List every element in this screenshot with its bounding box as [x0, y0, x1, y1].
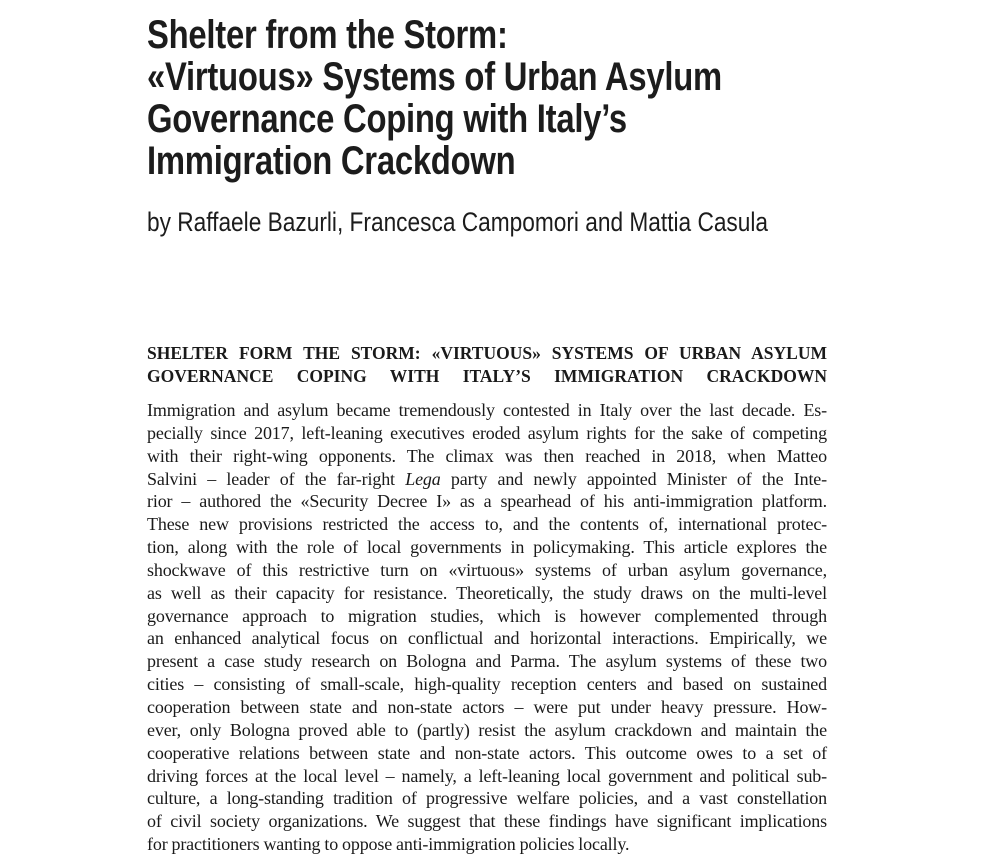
article-title	[147, 13, 722, 183]
title-line: Immigration Crackdown	[147, 139, 516, 183]
abstract-heading-line: GOVERNANCE COPING WITH ITALY’S IMMIGRATION CRACKDOWN	[147, 366, 827, 386]
abstract-line: an enhanced analytical focus on conflictual and horizontal interactions. Empirically, we	[147, 628, 827, 649]
abstract-line-text: party and newly appointed Minister of the Inte-	[440, 468, 827, 489]
abstract-line: pecially since 2017, left-leaning executives eroded asylum rights for the sake of competing	[147, 422, 827, 443]
abstract-line: with their right-wing opponents. The climax was then reached in 2018, when Matteo	[147, 445, 827, 466]
abstract-line: driving forces at the local level – namely, a left-leaning local government and political sub-	[147, 765, 827, 786]
abstract-line: as well as their capacity for resistance. Theoretically, the study draws on the multi-level	[147, 582, 827, 603]
abstract-line: rior – authored the «Security Decree I» as a spearhead of his anti-immigration platform.	[147, 491, 827, 512]
abstract-heading-line: SHELTER FORM THE STORM: «VIRTUOUS» SYSTEMS OF URBAN ASYLUM	[147, 343, 827, 363]
title-line: Shelter from the Storm:	[147, 13, 508, 57]
abstract-body	[147, 399, 827, 856]
party-name-lega: Lega	[405, 468, 441, 489]
abstract-line: Immigration and asylum became tremendously contested in Italy over the last decade. Es-	[147, 400, 827, 420]
abstract-line: cooperative relations between state and non-state actors. This outcome owes to a set of	[147, 742, 827, 763]
abstract-line	[147, 468, 827, 491]
abstract-line: shockwave of this restrictive turn on «virtuous» systems of urban asylum governance,	[147, 559, 827, 580]
abstract-line: ever, only Bologna proved able to (partly) resist the asylum crackdown and maintain the	[147, 719, 827, 740]
abstract-line: for practitioners wanting to oppose anti-immigration policies locally.	[147, 834, 630, 855]
article-authors: by Raffaele Bazurli, Francesca Campomori and Mattia Casula	[147, 207, 769, 237]
abstract-line-text: Salvini – leader of the far-right	[147, 468, 406, 489]
title-line: Governance Coping with Italy’s	[147, 97, 627, 141]
abstract-line: tion, along with the role of local governments in policymaking. This article explores the	[147, 537, 827, 558]
abstract-line: governance approach to migration studies, which is however complemented through	[147, 605, 827, 626]
abstract-line: cooperation between state and non-state actors – were put under heavy pressure. How-	[147, 696, 827, 717]
abstract-line: cities – consisting of small-scale, high-quality reception centers and based on sustained	[147, 674, 827, 695]
abstract-heading	[147, 342, 827, 388]
abstract-line: These new provisions restricted the access to, and the contents of, international protec-	[147, 514, 827, 535]
abstract-line: culture, a long-standing tradition of progressive welfare policies, and a vast constellation	[147, 788, 827, 809]
abstract-line: of civil society organizations. We suggest that these findings have significant implications	[147, 811, 827, 832]
title-line: «Virtuous» Systems of Urban Asylum	[147, 55, 722, 99]
abstract-line: present a case study research on Bologna and Parma. The asylum systems of these two	[147, 651, 827, 672]
